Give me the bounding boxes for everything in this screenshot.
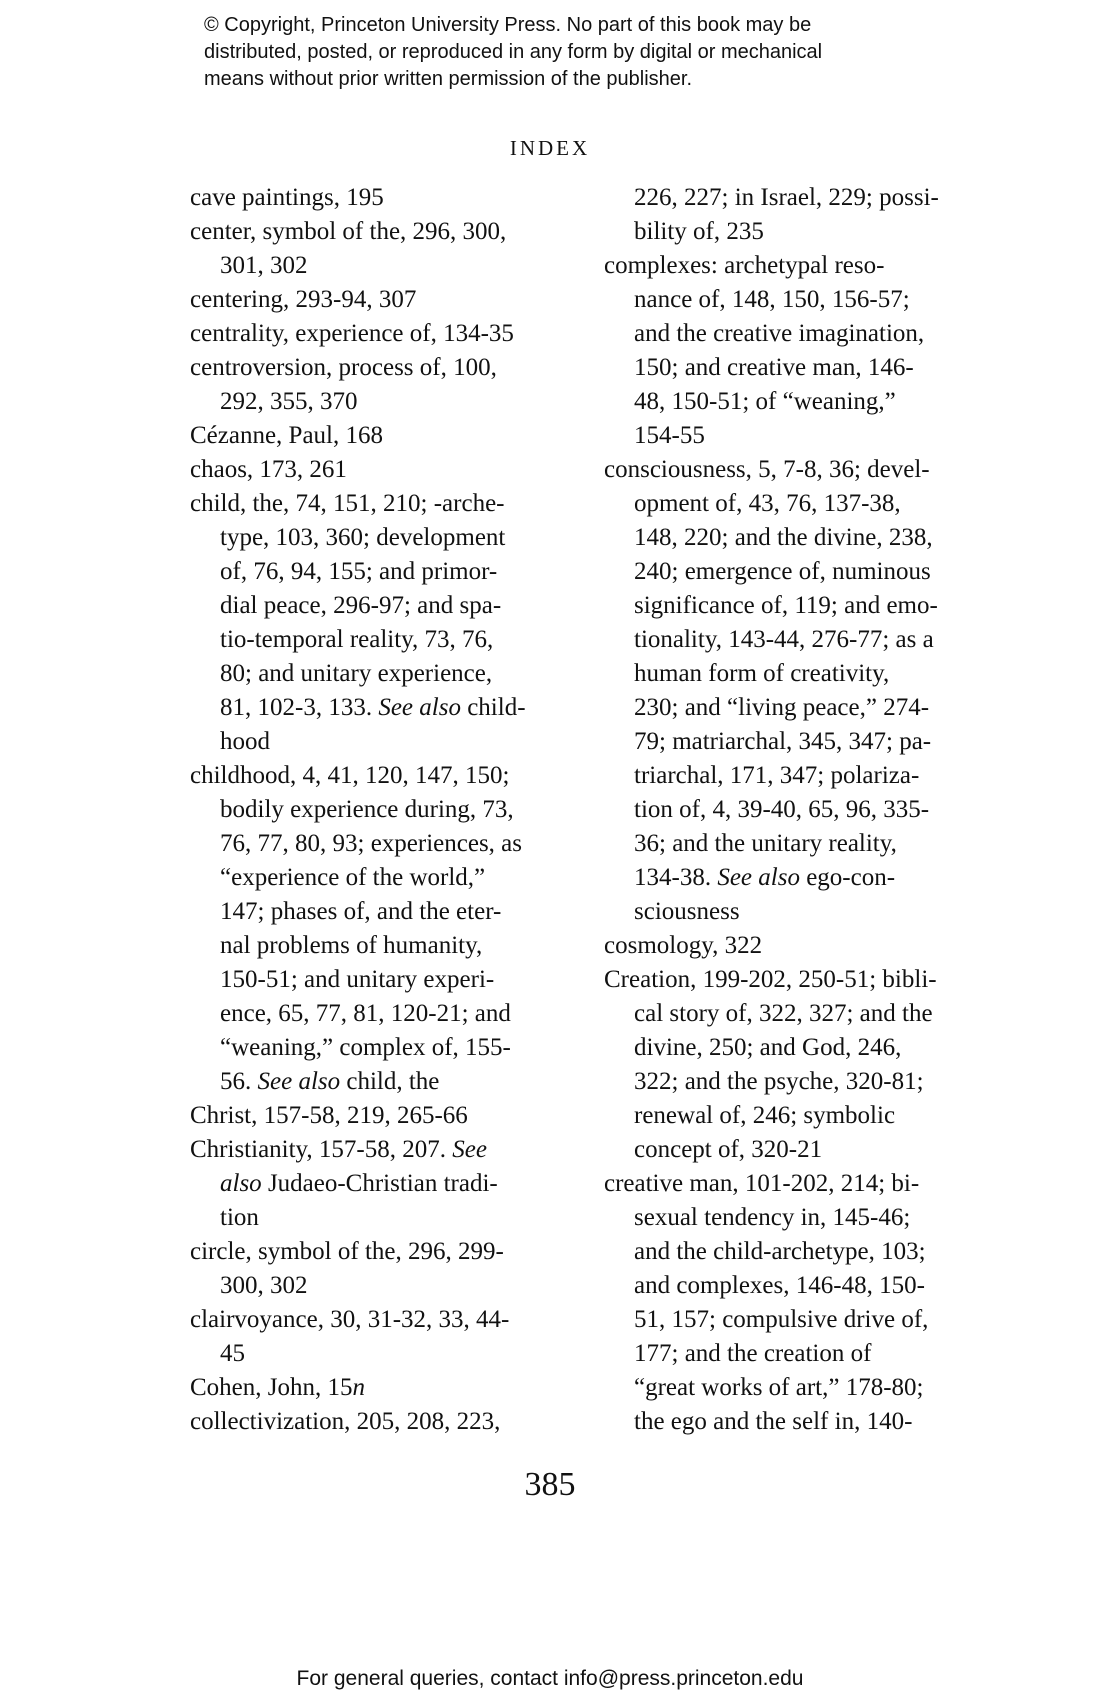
index-entry-line: opment of, 43, 76, 137-38, [634,490,901,517]
index-entry-line: tion [220,1204,259,1231]
index-entry-line: “weaning,” complex of, 155- [220,1034,511,1061]
index-column-right [604,181,984,1439]
index-entry-line: centering, 293-94, 307 [190,286,417,313]
index-entry-line: and the child-archetype, 103; [634,1238,926,1265]
index-entry-line: 76, 77, 80, 93; experiences, as [220,830,523,857]
index-entry-line: consciousness, 5, 7-8, 36; devel- [604,456,930,483]
index-entry-line: 45 [220,1340,245,1367]
index-entry-line: child, the, 74, 151, 210; -arche- [190,490,505,517]
index-entry-line: bodily experience during, 73, [220,796,514,823]
footer-contact: For general queries, contact info@press.princeton.edu [296,1667,804,1690]
index-entry-line: 147; phases of, and the eter- [220,898,502,925]
index-entry-line: 226, 227; in Israel, 229; possi- [634,184,939,211]
index-entry-line: 154-55 [634,422,705,449]
index-entry-line: tionality, 143-44, 276-77; as a [634,626,934,653]
index-entry-line: 56. See also child, the [220,1068,440,1095]
index-entry-line: hood [220,728,270,755]
index-entry-line: 300, 302 [220,1272,308,1299]
index-entry-line: Creation, 199-202, 250-51; bibli- [604,966,937,993]
copyright-notice [204,12,964,93]
index-entry-line: cal story of, 322, 327; and the [634,1000,933,1027]
index-entry-line: 322; and the psyche, 320-81; [634,1068,924,1095]
index-entry-line: centrality, experience of, 134-35 [190,320,514,347]
index-entry-line: complexes: archetypal reso- [604,252,885,279]
index-entry-line: also Judaeo-Christian tradi- [220,1170,498,1197]
index-entry-line: bility of, 235 [634,218,764,245]
index-entry-line: 230; and “living peace,” 274- [634,694,930,721]
index-entry-line: circle, symbol of the, 296, 299- [190,1238,504,1265]
index-entry-line: 177; and the creation of [634,1340,872,1367]
index-entry-line: collectivization, 205, 208, 223, [190,1408,501,1435]
index-entry-line: ence, 65, 77, 81, 120-21; and [220,1000,511,1027]
index-entry-line: the ego and the self in, 140- [634,1408,913,1435]
index-entry-line: renewal of, 246; symbolic [634,1102,896,1129]
index-entry-line: Christianity, 157-58, 207. See [190,1136,487,1163]
index-entry-line: cave paintings, 195 [190,184,384,211]
index-entry-line: creative man, 101-202, 214; bi- [604,1170,920,1197]
index-entry-line: sexual tendency in, 145-46; [634,1204,911,1231]
index-entry-line: 301, 302 [220,252,308,279]
page-number: 385 [524,1466,576,1503]
index-entry-line: Cézanne, Paul, 168 [190,422,384,449]
index-entry-line: 150-51; and unitary experi- [220,966,495,993]
index-entry-line: 240; emergence of, numinous [634,558,931,585]
index-entry-line: type, 103, 360; development [220,524,506,551]
index-entry-line: childhood, 4, 41, 120, 147, 150; [190,762,510,789]
index-entry-line: clairvoyance, 30, 31-32, 33, 44- [190,1306,510,1333]
index-entry-line: 150; and creative man, 146- [634,354,914,381]
copyright-line: means without prior written permission of the publisher. [204,68,693,90]
index-entry-line: centroversion, process of, 100, [190,354,497,381]
index-entry-line: 292, 355, 370 [220,388,358,415]
index-entry-line: 48, 150-51; of “weaning,” [634,388,896,415]
index-entry-line: triarchal, 171, 347; polariza- [634,762,920,789]
index-entry-line: 36; and the unitary reality, [634,830,897,857]
index-heading: INDEX [509,136,591,160]
index-entry-line: of, 76, 94, 155; and primor- [220,558,498,585]
index-entry-line: nal problems of humanity, [220,932,483,959]
index-entry-line: human form of creativity, [634,660,890,687]
index-entry-line: 134-38. See also ego-con- [634,864,896,891]
index-entry-line: divine, 250; and God, 246, [634,1034,902,1061]
index-entry-line: Christ, 157-58, 219, 265-66 [190,1102,468,1129]
index-entry-line: significance of, 119; and emo- [634,592,938,619]
index-entry-line: “great works of art,” 178-80; [634,1374,924,1401]
index-entry-line: tion of, 4, 39-40, 65, 96, 335- [634,796,930,823]
index-entry-line: and complexes, 146-48, 150- [634,1272,925,1299]
index-column-left [190,181,570,1439]
index-entry-line: Cohen, John, 15n [190,1374,365,1401]
index-entry-line: dial peace, 296-97; and spa- [220,592,502,619]
index-entry-line: 79; matriarchal, 345, 347; pa- [634,728,932,755]
index-entry-line: 148, 220; and the divine, 238, [634,524,933,551]
index-entry-line: 81, 102-3, 133. See also child- [220,694,526,721]
copyright-line: © Copyright, Princeton University Press. No part of this book may be [204,14,812,36]
copyright-line: distributed, posted, or reproduced in any form by digital or mechanical [204,41,823,63]
index-entry-line: nance of, 148, 150, 156-57; [634,286,910,313]
index-entry-line: 51, 157; compulsive drive of, [634,1306,929,1333]
index-entry-line: sciousness [634,898,740,925]
index-entry-line: cosmology, 322 [604,932,763,959]
index-entry-line: “experience of the world,” [220,864,486,891]
index-entry-line: chaos, 173, 261 [190,456,347,483]
index-entry-line: 80; and unitary experience, [220,660,493,687]
index-entry-line: and the creative imagination, [634,320,925,347]
index-entry-line: tio-temporal reality, 73, 76, [220,626,494,653]
index-entry-line: concept of, 320-21 [634,1136,823,1163]
index-entry-line: center, symbol of the, 296, 300, [190,218,507,245]
